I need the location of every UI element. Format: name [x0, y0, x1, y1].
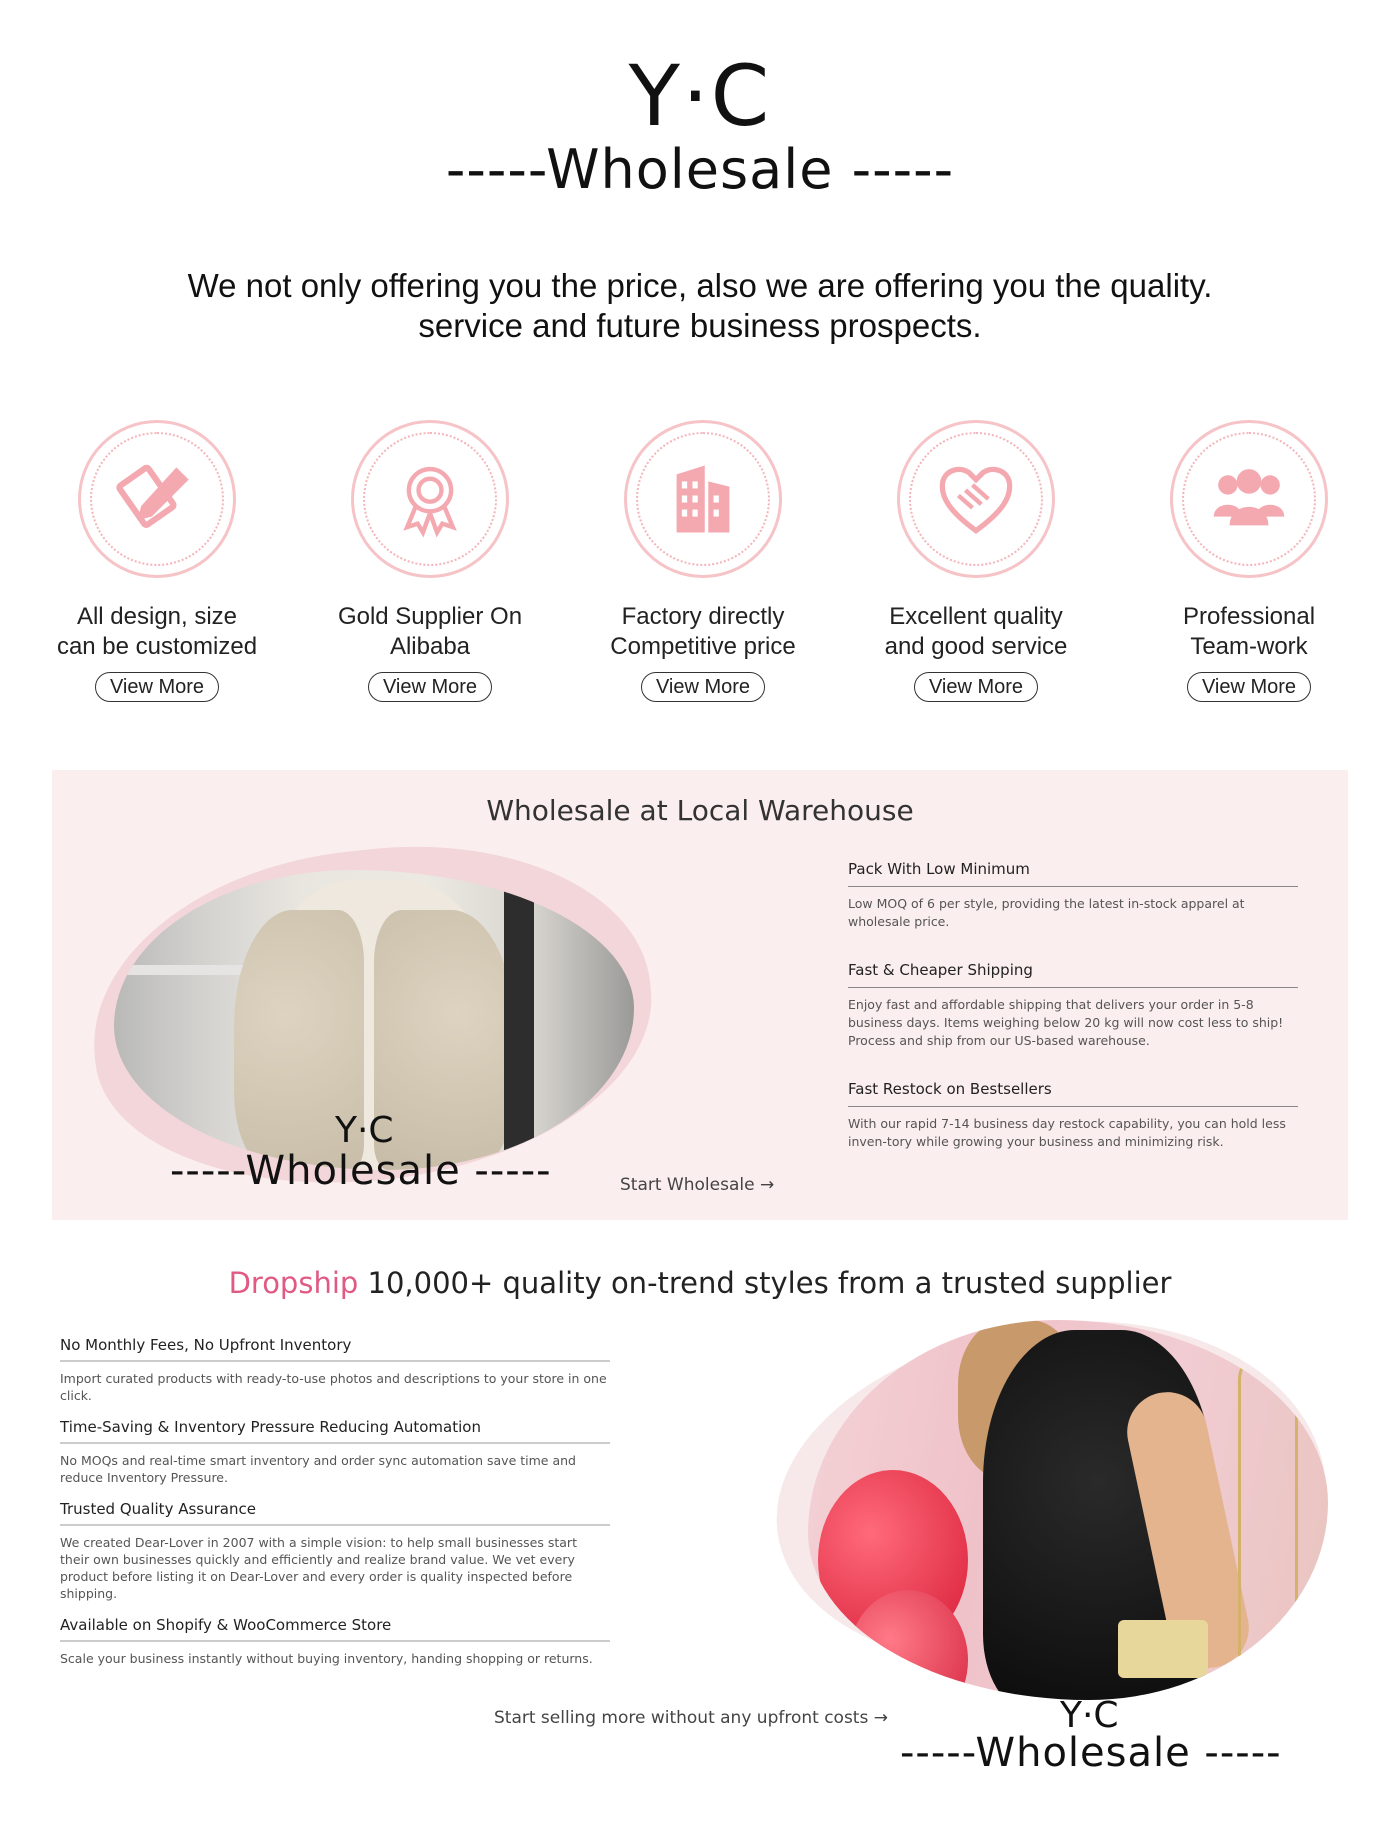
benefit-heading: No Monthly Fees, No Upfront Inventory — [60, 1336, 610, 1362]
team-people-icon — [1170, 420, 1328, 578]
feature-line-1: Excellent quality — [889, 603, 1063, 630]
feature-quality-service — [846, 420, 1106, 702]
feature-line-2: and good service — [884, 633, 1068, 660]
feature-factory — [573, 420, 833, 702]
warehouse-section — [52, 770, 1348, 1220]
watermark-logo: Y·C — [335, 1110, 394, 1151]
brand-logo: Y·C — [628, 47, 772, 145]
benefit-text: Enjoy fast and affordable shipping that delivers your order in 5-8 business days. Items weighing below 20 kg will now cost less to ship! Process and ship from our US-based warehouse. — [848, 997, 1284, 1048]
view-more-button[interactable]: View More — [914, 672, 1038, 702]
warehouse-benefits — [848, 860, 1298, 1181]
list-item — [60, 1336, 610, 1404]
feature-team-work — [1119, 420, 1379, 702]
benefit-text: We created Dear-Lover in 2007 with a simple vision: to help small businesses start their own businesses quickly and efficiently and realize brand value. We vet every product before listing it on Dear-Lover and every order is quality inspected before shipping. — [60, 1535, 577, 1601]
list-item — [60, 1500, 610, 1602]
watermark-logo: Y·C — [1060, 1695, 1119, 1736]
intro-line-2: service and future business prospects. — [418, 307, 982, 344]
watermark-subtitle: -----Wholesale ----- — [900, 1730, 1282, 1776]
handshake-heart-icon — [897, 420, 1055, 578]
intro-text — [0, 266, 1400, 346]
benefit-text: With our rapid 7-14 business day restock capability, you can hold less inven-tory while growing your business and minimizing risk. — [848, 1116, 1286, 1149]
benefit-text: No MOQs and real-time smart inventory and order sync automation save time and reduce Inventory Pressure. — [60, 1453, 576, 1485]
benefit-text: Low MOQ of 6 per style, providing the latest in-stock apparel at wholesale price. — [848, 896, 1245, 929]
list-item — [60, 1418, 610, 1486]
dropship-product-photo — [808, 1320, 1328, 1700]
benefit-text: Scale your business instantly without buying inventory, handing shopping or returns. — [60, 1651, 593, 1666]
pencil-ruler-icon — [78, 420, 236, 578]
view-more-button[interactable]: View More — [1187, 672, 1311, 702]
dropship-benefits — [60, 1336, 610, 1681]
award-ribbon-icon — [351, 420, 509, 578]
list-item — [848, 1080, 1298, 1151]
feature-list — [0, 420, 1400, 710]
dropship-accent: Dropship — [228, 1266, 359, 1300]
benefit-heading: Time-Saving & Inventory Pressure Reducing Automation — [60, 1418, 610, 1444]
feature-line-1: Gold Supplier On — [337, 603, 523, 630]
benefit-heading: Fast & Cheaper Shipping — [848, 961, 1298, 988]
benefit-heading: Fast Restock on Bestsellers — [848, 1080, 1298, 1107]
brand-subtitle: -----Wholesale ----- — [445, 138, 955, 201]
warehouse-title: Wholesale at Local Warehouse — [486, 794, 914, 827]
dropship-title — [0, 1266, 1400, 1300]
intro-line-1: We not only offering you the price, also we are offering you the quality. — [187, 267, 1213, 304]
factory-building-icon — [624, 420, 782, 578]
benefit-heading: Trusted Quality Assurance — [60, 1500, 610, 1526]
view-more-button[interactable]: View More — [95, 672, 219, 702]
benefit-heading: Available on Shopify & WooCommerce Store — [60, 1616, 610, 1642]
feature-line-1: All design, size — [76, 603, 238, 630]
feature-line-2: can be customized — [56, 633, 258, 660]
feature-line-2: Competitive price — [610, 633, 796, 660]
dropship-title-rest: 10,000+ quality on-trend styles from a trusted supplier — [358, 1266, 1172, 1300]
view-more-button[interactable]: View More — [368, 672, 492, 702]
watermark-subtitle: -----Wholesale ----- — [170, 1148, 552, 1194]
feature-line-1: Factory directly — [621, 603, 785, 630]
feature-line-1: Professional — [1182, 603, 1316, 630]
start-selling-link[interactable]: Start selling more without any upfront costs → — [494, 1708, 888, 1728]
feature-gold-supplier — [300, 420, 560, 702]
brand-header — [0, 48, 1400, 200]
start-wholesale-link[interactable]: Start Wholesale → — [620, 1175, 775, 1195]
feature-line-2: Alibaba — [389, 633, 471, 660]
benefit-heading: Pack With Low Minimum — [848, 860, 1298, 887]
feature-customize — [27, 420, 287, 702]
benefit-text: Import curated products with ready-to-use photos and descriptions to your store in one click. — [60, 1371, 607, 1403]
list-item — [848, 961, 1298, 1050]
feature-line-2: Team-work — [1190, 633, 1308, 660]
list-item — [60, 1616, 610, 1667]
list-item — [848, 860, 1298, 931]
view-more-button[interactable]: View More — [641, 672, 765, 702]
